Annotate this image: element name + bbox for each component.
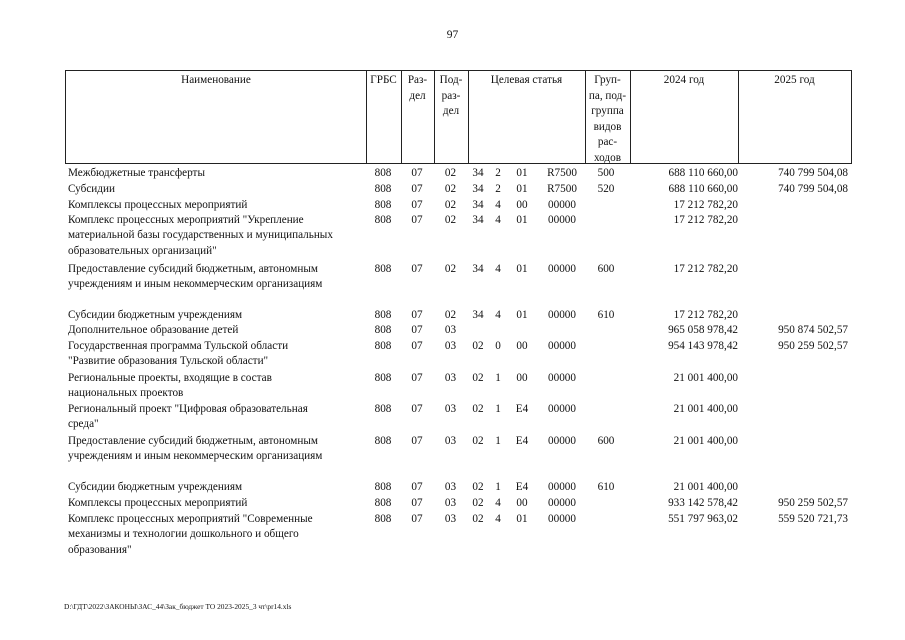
row-podrazdel: 02 [444, 199, 457, 211]
row-cs-direction: R7500 [547, 183, 577, 195]
row-razdel: 07 [411, 263, 423, 275]
row-cs-direction: 00000 [548, 340, 576, 352]
row-podrazdel: 03 [444, 435, 457, 447]
row-2025: 950 874 502,57 [778, 324, 848, 336]
row-name: Дополнительное образование детей [68, 324, 239, 336]
row-cs-program: 02 [472, 513, 484, 525]
row-cs-direction: 00000 [548, 497, 576, 509]
row-grbs: 808 [374, 372, 392, 384]
row-podrazdel: 03 [444, 481, 457, 493]
row-cs-program: 34 [472, 183, 484, 195]
row-razdel: 07 [411, 372, 423, 384]
row-name: Комплексы процессных мероприятий [68, 199, 248, 211]
row-cs-type: 0 [495, 340, 501, 352]
page-number: 97 [446, 29, 459, 41]
header-grbs: ГРБС [370, 74, 397, 86]
row-razdel: 07 [411, 167, 423, 179]
header-2024: 2024 год [663, 74, 705, 86]
row-2024: 688 110 660,00 [668, 167, 738, 179]
row-grbs: 808 [374, 199, 392, 211]
row-cs-direction: 00000 [548, 214, 576, 226]
row-cs-direction: 00000 [548, 403, 576, 415]
row-cs-type: 4 [495, 497, 501, 509]
row-gruppa: 600 [597, 263, 615, 275]
row-podrazdel: 03 [444, 372, 457, 384]
row-cs-direction: R7500 [547, 167, 577, 179]
row-podrazdel: 03 [444, 513, 457, 525]
row-grbs: 808 [374, 513, 392, 525]
row-gruppa: 520 [597, 183, 615, 195]
row-grbs: 808 [374, 309, 392, 321]
row-2024: 933 142 578,42 [668, 497, 738, 509]
row-cs-event: 01 [516, 263, 528, 275]
row-cs-type: 1 [495, 372, 501, 384]
row-cs-event: E4 [515, 481, 529, 493]
row-name: Региональные проекты, входящие в состав национальных проектов [68, 372, 272, 400]
row-razdel: 07 [411, 214, 423, 226]
row-cs-type: 4 [495, 214, 501, 226]
row-grbs: 808 [374, 481, 392, 493]
row-cs-event: 01 [516, 183, 528, 195]
row-cs-event: 00 [516, 199, 528, 211]
header-razdel: Раз- дел [407, 74, 428, 102]
row-2024: 17 212 782,20 [673, 263, 738, 275]
header-tselevaya-statya: Целевая статья [490, 74, 563, 86]
row-cs-program: 02 [472, 403, 484, 415]
row-gruppa: 610 [597, 481, 615, 493]
row-cs-type: 1 [495, 435, 501, 447]
row-cs-program: 34 [472, 214, 484, 226]
row-razdel: 07 [411, 403, 423, 415]
row-name: Комплекс процессных мероприятий "Укрепление материальной базы государственных и муниципальных образовательных организаций" [68, 214, 333, 257]
row-grbs: 808 [374, 403, 392, 415]
row-grbs: 808 [374, 340, 392, 352]
row-cs-event: 00 [516, 372, 528, 384]
row-2024: 21 001 400,00 [673, 372, 738, 384]
row-cs-program: 34 [472, 199, 484, 211]
row-cs-direction: 00000 [548, 263, 576, 275]
row-cs-program: 34 [472, 167, 484, 179]
row-cs-type: 2 [495, 167, 501, 179]
row-2025: 950 259 502,57 [778, 497, 848, 509]
row-razdel: 07 [411, 309, 423, 321]
header-gruppa: Груп- па, под- группа видов рас- ходов [588, 74, 627, 164]
row-razdel: 07 [411, 324, 423, 336]
row-podrazdel: 02 [444, 263, 457, 275]
row-2024: 17 212 782,20 [673, 309, 738, 321]
row-name: Субсидии бюджетным учреждениям [68, 309, 243, 321]
row-name: Комплексы процессных мероприятий [68, 497, 248, 509]
row-grbs: 808 [374, 214, 392, 226]
row-razdel: 07 [411, 513, 423, 525]
row-name: Предоставление субсидий бюджетным, автономным учреждениям и иным некоммерческим организациям [68, 435, 323, 463]
row-razdel: 07 [411, 183, 423, 195]
row-podrazdel: 03 [444, 324, 457, 336]
row-cs-event: 01 [516, 309, 528, 321]
row-podrazdel: 02 [444, 214, 457, 226]
row-grbs: 808 [374, 263, 392, 275]
row-razdel: 07 [411, 497, 423, 509]
row-cs-direction: 00000 [548, 199, 576, 211]
row-2025: 740 799 504,08 [778, 167, 848, 179]
row-cs-program: 34 [472, 263, 484, 275]
file-path-footer: D:\ГДТ\2022\ЗАКОНЫ\ЗАС_44\Зак_бюджет ТО 2023-2025_3 чт\pr14.xls [64, 602, 292, 611]
row-podrazdel: 03 [444, 497, 457, 509]
row-cs-program: 02 [472, 372, 484, 384]
row-2025: 950 259 502,57 [778, 340, 848, 352]
row-name: Государственная программа Тульской области "Развитие образования Тульской области" [68, 340, 289, 368]
row-cs-direction: 00000 [548, 481, 576, 493]
row-cs-type: 4 [495, 199, 501, 211]
row-cs-event: 01 [516, 513, 528, 525]
row-razdel: 07 [411, 340, 423, 352]
row-podrazdel: 02 [444, 167, 457, 179]
row-cs-direction: 00000 [548, 372, 576, 384]
row-2024: 21 001 400,00 [673, 481, 738, 493]
row-cs-program: 02 [472, 435, 484, 447]
row-cs-type: 2 [495, 183, 501, 195]
row-cs-event: 01 [516, 167, 528, 179]
row-gruppa: 500 [597, 167, 615, 179]
row-2025: 559 520 721,73 [778, 513, 848, 525]
row-grbs: 808 [374, 324, 392, 336]
row-2024: 688 110 660,00 [668, 183, 738, 195]
row-cs-direction: 00000 [548, 513, 576, 525]
row-gruppa: 610 [597, 309, 615, 321]
row-2024: 551 797 963,02 [668, 513, 738, 525]
row-podrazdel: 02 [444, 183, 457, 195]
row-cs-type: 4 [495, 263, 501, 275]
row-grbs: 808 [374, 497, 392, 509]
row-cs-program: 02 [472, 481, 484, 493]
row-cs-program: 02 [472, 340, 484, 352]
row-cs-program: 02 [472, 497, 484, 509]
header-podrazdel: Под- раз- дел [439, 74, 463, 117]
row-razdel: 07 [411, 481, 423, 493]
row-grbs: 808 [374, 167, 392, 179]
row-name: Субсидии [68, 183, 115, 195]
row-cs-type: 4 [495, 513, 501, 525]
row-2024: 965 058 978,42 [668, 324, 738, 336]
row-cs-type: 1 [495, 403, 501, 415]
row-podrazdel: 02 [444, 309, 457, 321]
row-razdel: 07 [411, 199, 423, 211]
row-name: Субсидии бюджетным учреждениям [68, 481, 243, 493]
row-podrazdel: 03 [444, 403, 457, 415]
row-name: Предоставление субсидий бюджетным, автономным учреждениям и иным некоммерческим организациям [68, 263, 323, 291]
row-2025: 740 799 504,08 [778, 183, 848, 195]
row-grbs: 808 [374, 435, 392, 447]
row-cs-event: E4 [515, 403, 529, 415]
row-cs-event: 00 [516, 497, 528, 509]
row-cs-event: E4 [515, 435, 529, 447]
row-2024: 17 212 782,20 [673, 199, 738, 211]
row-2024: 17 212 782,20 [673, 214, 738, 226]
row-cs-direction: 00000 [548, 435, 576, 447]
row-grbs: 808 [374, 183, 392, 195]
row-cs-program: 34 [472, 309, 484, 321]
row-name: Комплекс процессных мероприятий "Современные механизмы и технологии дошкольного и общего образования" [68, 513, 313, 556]
row-name: Межбюджетные трансферты [68, 167, 205, 179]
row-name: Региональный проект "Цифровая образовательная среда" [68, 403, 308, 431]
row-cs-type: 4 [495, 309, 501, 321]
row-cs-event: 00 [516, 340, 528, 352]
row-razdel: 07 [411, 435, 423, 447]
header-2025: 2025 год [774, 74, 815, 86]
row-2024: 954 143 978,42 [668, 340, 738, 352]
row-2024: 21 001 400,00 [673, 403, 738, 415]
row-cs-event: 01 [516, 214, 528, 226]
row-cs-direction: 00000 [548, 309, 576, 321]
row-cs-type: 1 [495, 481, 501, 493]
row-podrazdel: 03 [444, 340, 457, 352]
header-name: Наименование [181, 74, 251, 86]
row-2024: 21 001 400,00 [673, 435, 738, 447]
row-gruppa: 600 [597, 435, 615, 447]
